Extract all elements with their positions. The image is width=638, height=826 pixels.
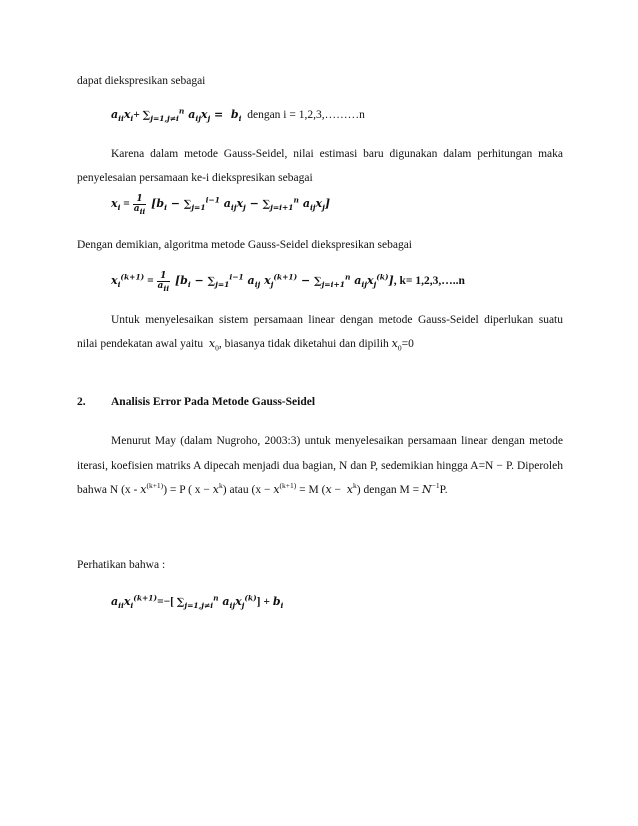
paragraph-algorithm: Dengan demikian, algoritma metode Gauss-Seidel diekspresikan sebagai	[77, 239, 412, 251]
intro-text: dapat diekspresikan sebagai	[77, 75, 206, 87]
paragraph-initial-value: Untuk menyelesaikan sistem persamaan linear dengan metode Gauss-Seidel diperlukan suatu nilai pendekatan awal yaitu $x_0$, biasanya tidak diketahui dan dipilih $x_0=0$	[77, 314, 563, 353]
equation-3: $x_i^{(k+1)}$ = $\frac{1}{a_{ii}}$ [$b_i - \sum_{j=1}^{i-1}$ $a_{ij}$ $x_j^{(k+1)} - \sum_{j=i+1}^n$ $a_{ij}x_j^{(k)}$], k= 1,2,3,…..n	[111, 271, 465, 293]
paragraph-error-analysis-a: Menurut May (dalam Nugroho, 2003:3) untuk menyelesaikan persamaan linear dengan metode iterasi, koefisien matriks A dipecah menjadi dua bagian, N dan P, sedemikian hingga A=N − P. Diperoleh bahwa N (x -	[77, 435, 563, 496]
section-title: Analisis Error Pada Metode Gauss-Seidel	[111, 396, 316, 408]
equation-1-condition: dengan i = 1,2,3,………n	[247, 109, 365, 121]
paragraph-initial-value-b: , biasanya tidak diketahui dan dipilih	[218, 338, 389, 350]
equation-1: $a_{ii}x_i+ \sum_{j=1,j\ne i}^n$ $a_{ij}x_j = b_i$ dengan i = 1,2,3,………n	[111, 106, 365, 124]
paragraph-gauss-seidel-estimate: Karena dalam metode Gauss-Seidel, nilai estimasi baru digunakan dalam perhitungan maka penyelesaian persamaan ke-i diekspresikan sebagai	[77, 148, 563, 184]
paragraph-note: Perhatikan bahwa :	[77, 559, 166, 571]
equation-4: $a_{ii}x_i^{(k+1)}=-$[ $\sum_{j=1,j\ne i}^n$ $a_{ij}x_j^{(k)}] + b_i$	[111, 593, 284, 611]
paragraph-initial-value-c: =0	[401, 338, 414, 350]
paragraph-error-analysis-f: P.	[439, 484, 448, 496]
paragraph-error-analysis-e: ) dengan M =	[356, 484, 420, 496]
paragraph-error-analysis: Menurut May (dalam Nugroho, 2003:3) untuk menyelesaikan persamaan linear dengan metode iterasi, koefisien matriks A dipecah menjadi dua bagian, N dan P, sedemikian hingga A=N − P. Diperoleh bahwa N $(x - x^{(k+1)}) = P$ ( $x - x^k$) atau ($x - x^{(k+1)} = M$ $(x - x^k)$ dengan $M = N^{-1}P$.	[77, 435, 563, 496]
section-heading	[77, 396, 315, 408]
equation-3-tail: , k= 1,2,3,…..n	[393, 275, 465, 288]
paragraph-error-analysis-b: ) = P ( x −	[163, 484, 210, 496]
paragraph-error-analysis-d: = M (	[299, 484, 326, 496]
section-number: 2.	[77, 396, 86, 408]
paragraph-error-analysis-c: ) atau (x −	[222, 484, 271, 496]
paragraph-initial-value-a: Untuk menyelesaikan sistem persamaan linear dengan metode Gauss-Seidel diperlukan suatu nilai pendekatan awal yaitu	[77, 314, 563, 350]
equation-2: $x_i$ = $\frac{1}{a_{ii}}$ [$b_i - \sum_{j=1}^{i-1}$ $a_{ij}x_j - \sum_{j=i+1}^n$ $a_{ij}x_j$]	[111, 194, 331, 216]
